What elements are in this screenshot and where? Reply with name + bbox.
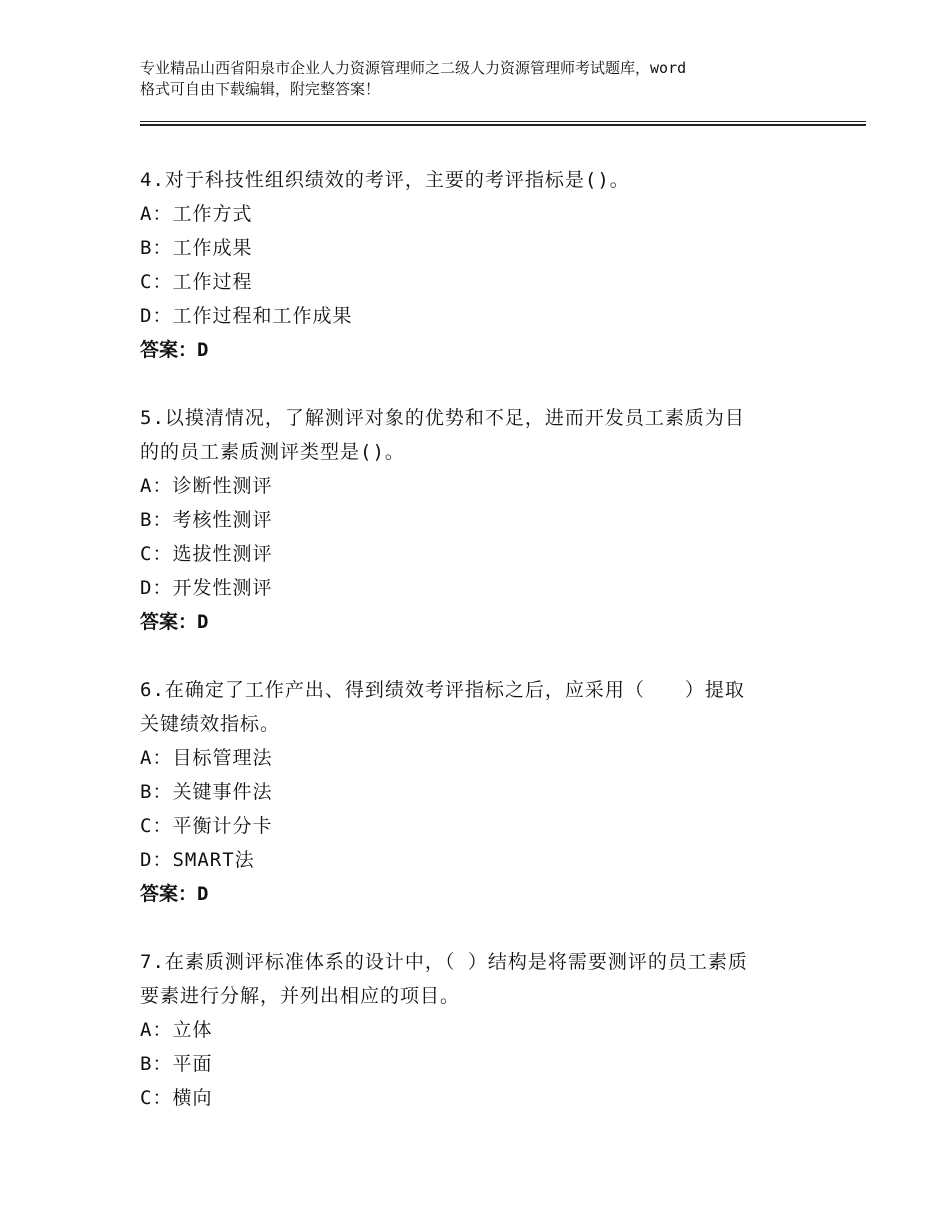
question-5 xyxy=(140,401,820,639)
option-b: B：工作成果 xyxy=(140,237,253,259)
document-header xyxy=(140,58,840,100)
option-d: D：开发性测评 xyxy=(140,577,273,599)
question-stem: 7.在素质测评标准体系的设计中，（ ）结构是将需要测评的员工素质 xyxy=(140,951,748,973)
answer-label: 答案：D xyxy=(140,883,209,905)
header-line: 专业精品山西省阳泉市企业人力资源管理师之二级人力资源管理师考试题库，word xyxy=(140,59,687,77)
header-divider-thin xyxy=(140,121,866,122)
header-line: 格式可自由下载编辑，附完整答案！ xyxy=(140,80,381,98)
option-b: B：平面 xyxy=(140,1053,213,1075)
option-a: A：目标管理法 xyxy=(140,747,273,769)
question-7 xyxy=(140,945,820,1115)
option-b: B：关键事件法 xyxy=(140,781,273,803)
option-b: B：考核性测评 xyxy=(140,509,273,531)
answer-label: 答案：D xyxy=(140,339,209,361)
question-4 xyxy=(140,163,820,367)
option-c: C：横向 xyxy=(140,1087,213,1109)
question-6 xyxy=(140,673,820,911)
question-stem: 5.以摸清情况，了解测评对象的优势和不足，进而开发员工素质为目 xyxy=(140,407,745,429)
question-stem: 6.在确定了工作产出、得到绩效考评指标之后，应采用（ ）提取 xyxy=(140,679,745,701)
header-divider-thick xyxy=(140,124,866,126)
question-stem: 要素进行分解，并列出相应的项目。 xyxy=(140,985,461,1007)
option-a: A：工作方式 xyxy=(140,203,253,225)
question-stem: 关键绩效指标。 xyxy=(140,713,281,735)
option-c: C：平衡计分卡 xyxy=(140,815,273,837)
option-a: A：诊断性测评 xyxy=(140,475,273,497)
question-stem: 的的员工素质测评类型是()。 xyxy=(140,441,405,463)
option-d: D：工作过程和工作成果 xyxy=(140,305,353,327)
question-list xyxy=(140,163,820,1149)
option-d: D：SMART法 xyxy=(140,849,255,871)
option-c: C：工作过程 xyxy=(140,271,253,293)
option-a: A：立体 xyxy=(140,1019,213,1041)
option-c: C：选拔性测评 xyxy=(140,543,273,565)
question-stem: 4.对于科技性组织绩效的考评，主要的考评指标是()。 xyxy=(140,169,630,191)
answer-label: 答案：D xyxy=(140,611,209,633)
